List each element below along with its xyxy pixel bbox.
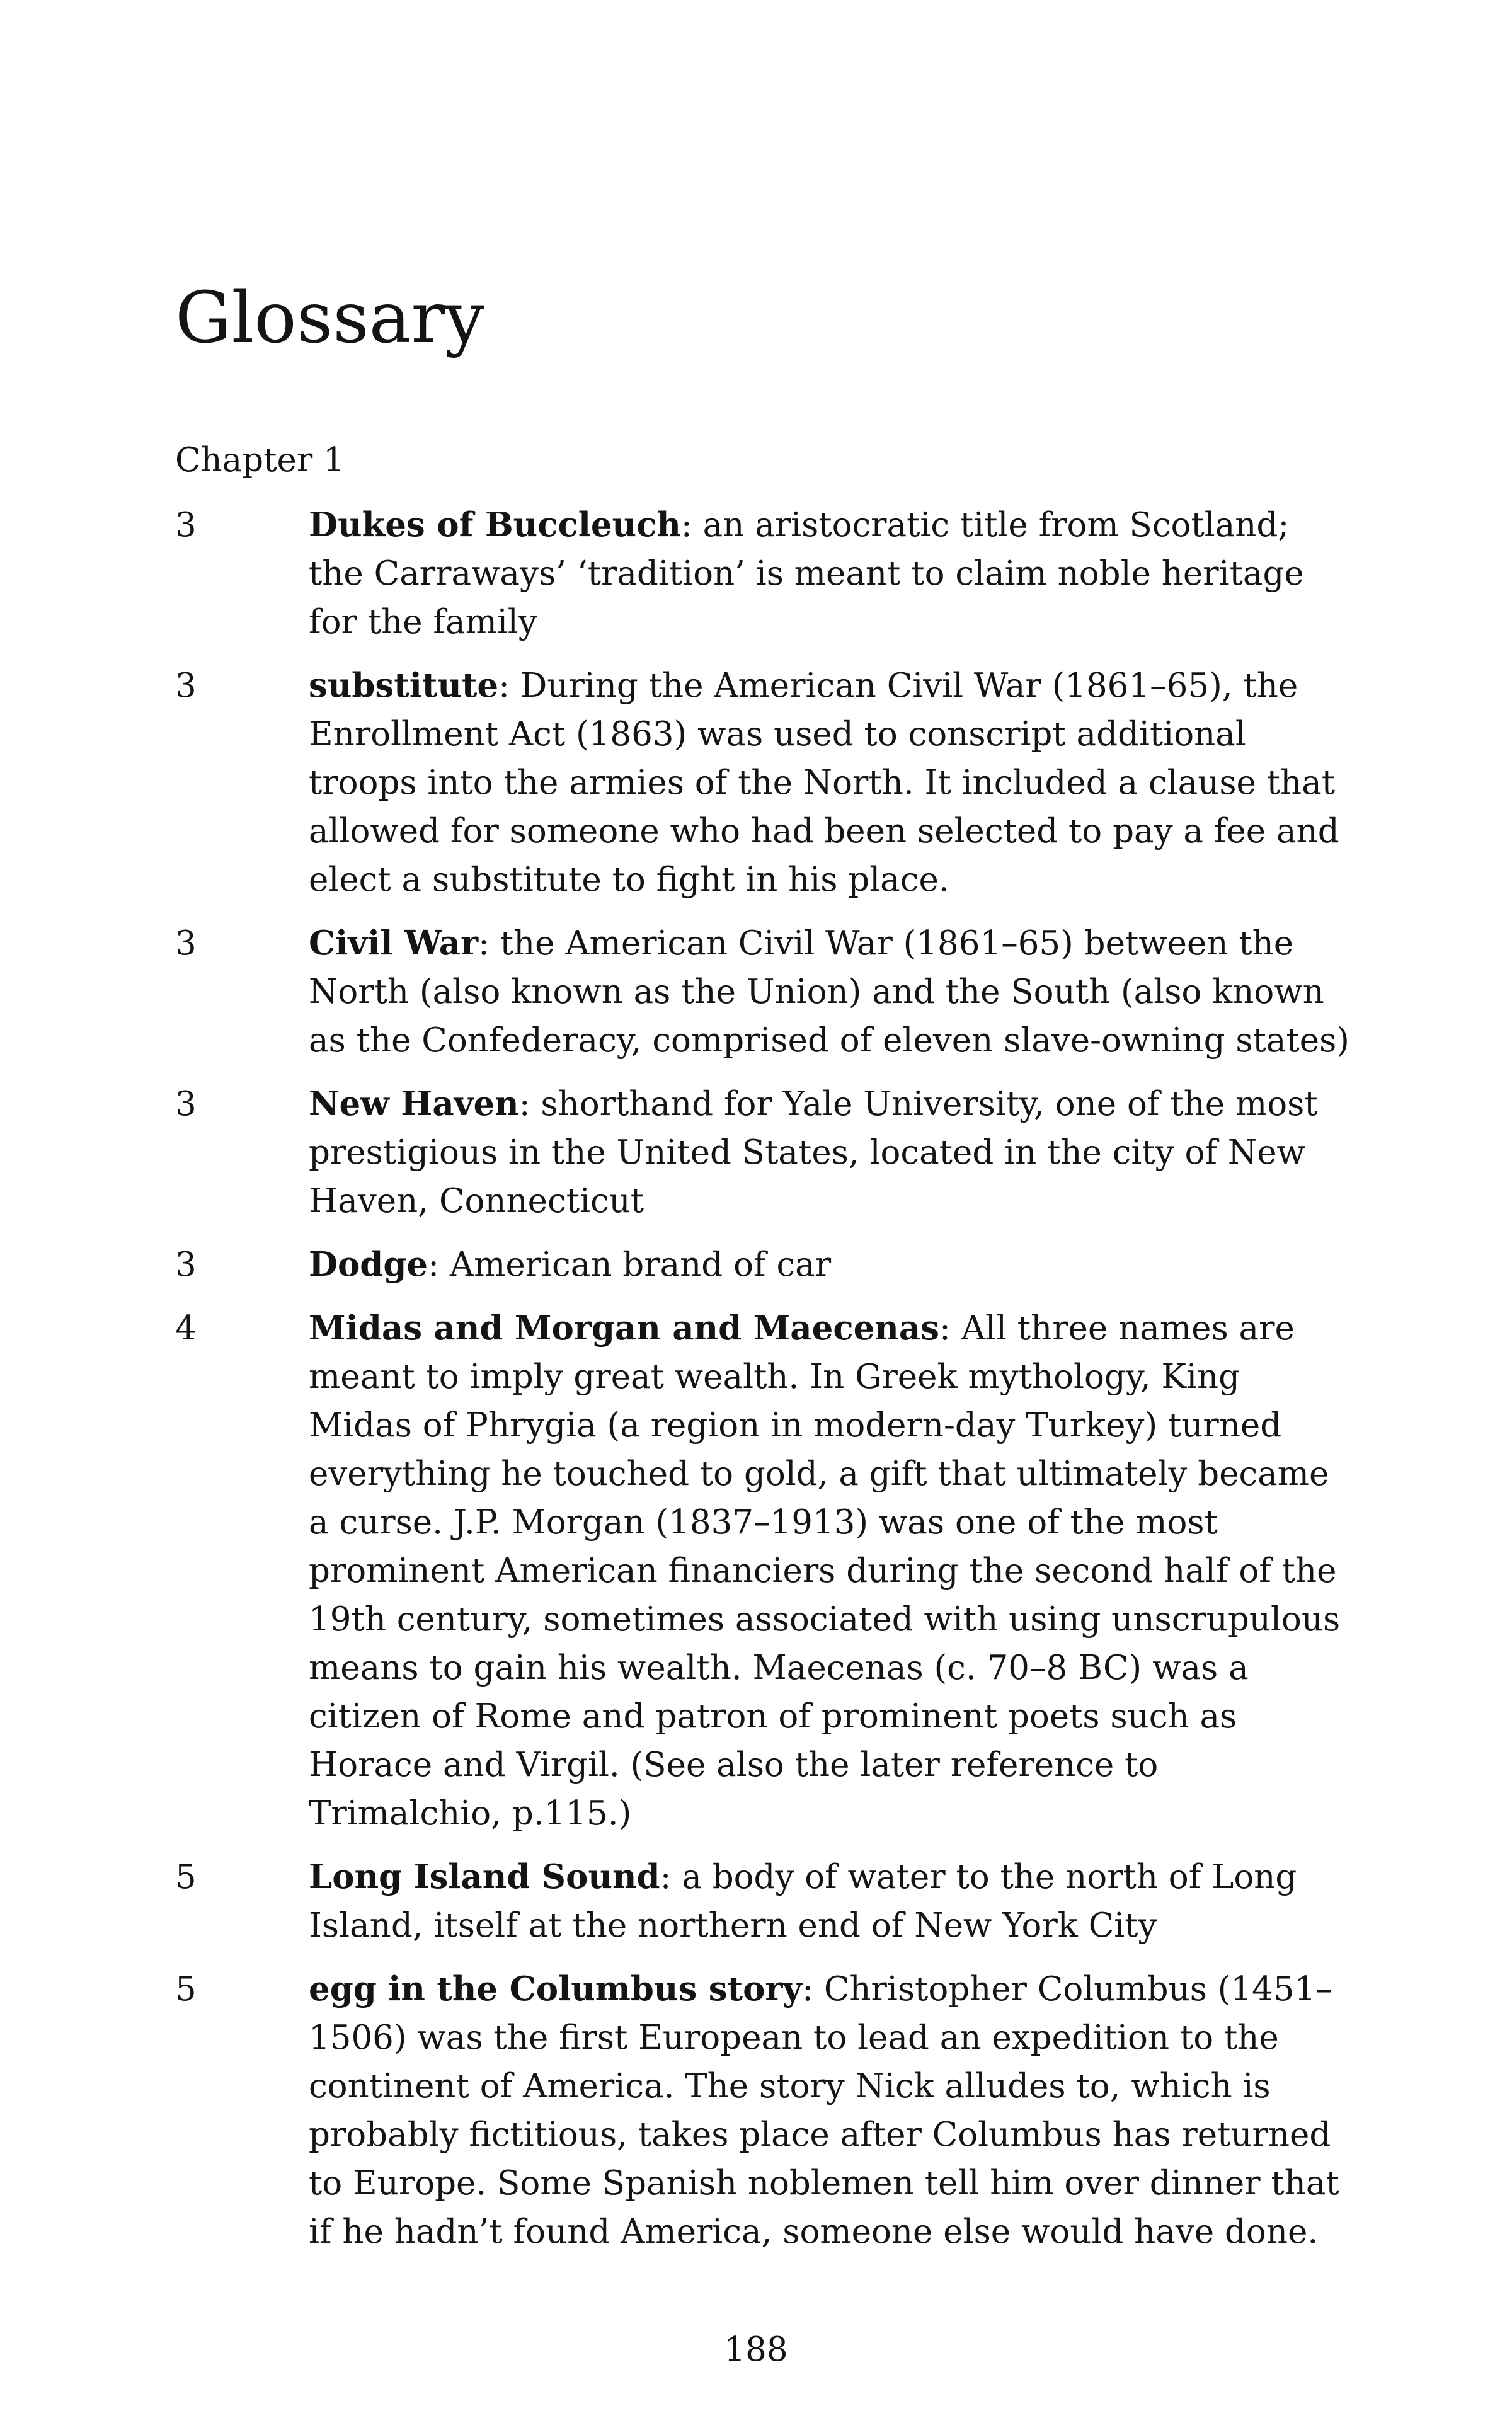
entry-definition: : a body of water to the north of Long Island, itself at the northern end of New York City: [309, 1858, 1297, 1945]
entry-page-number: 3: [175, 924, 197, 963]
glossary-entries: [175, 501, 1356, 2256]
entry-definition: : Christopher Columbus (1451–1506) was the first European to lead an expedition to the continent of America. The story Nick alludes to, which is probably fictitious, takes place after Columbus has returned to Europe. Some Spanish noblemen tell him over dinner that if he hadn’t found America, someone else would have done.: [309, 1970, 1339, 2252]
entry-term: substitute: [309, 666, 499, 706]
chapter-heading: Chapter 1: [175, 441, 345, 480]
glossary-entry: [175, 1304, 1356, 1838]
entry-page-number: 3: [175, 506, 197, 545]
entry-text: [309, 1240, 1351, 1289]
entry-text: [309, 1965, 1351, 2256]
footer-page-number: 188: [724, 2330, 788, 2369]
entry-text: [309, 1304, 1351, 1838]
glossary-entry: [175, 1080, 1356, 1225]
entry-page-number: 5: [175, 1970, 197, 2009]
entry-page-number: 3: [175, 1085, 197, 1124]
entry-term: Dukes of Buccleuch: [309, 505, 681, 545]
entry-term: egg in the Columbus story: [309, 1969, 803, 2009]
entry-page-number: 3: [175, 667, 197, 706]
entry-term: Civil War: [309, 924, 479, 963]
entry-page-number: 5: [175, 1858, 197, 1897]
entry-page-number: 4: [175, 1309, 197, 1348]
entry-term: New Haven: [309, 1084, 519, 1124]
page-title: Glossary: [175, 277, 485, 359]
entry-text: [309, 1853, 1351, 1950]
entry-definition: : All three names are meant to imply great wealth. In Greek mythology, King Midas of Phrygia (a region in modern-day Turkey) turned everything he touched to gold, a gift that ultimately became a curse. J.P. Morgan (1837–1913) was one of the most prominent American financiers during the second half of the 19th century, sometimes associated with using unscrupulous means to gain his wealth. Maecenas (c. 70–8 BC) was a citizen of Rome and patron of prominent poets such as Horace and Virgil. (See also the later reference to Trimalchio, p.115.): [309, 1309, 1341, 1833]
entry-definition: : shorthand for Yale University, one of the most prestigious in the United States, located in the city of New Haven, Connecticut: [309, 1085, 1318, 1221]
glossary-entry: [175, 919, 1356, 1065]
glossary-entry: [175, 1853, 1356, 1950]
entry-term: Dodge: [309, 1245, 428, 1285]
entry-term: Midas and Morgan and Maecenas: [309, 1309, 940, 1348]
entry-page-number: 3: [175, 1246, 197, 1285]
glossary-entry: [175, 1240, 1356, 1289]
entry-definition: : During the American Civil War (1861–65), the Enrollment Act (1863) was used to conscript additional troops into the armies of the North. It included a clause that allowed for someone who had been selected to pay a fee and elect a substitute to fight in his place.: [309, 667, 1339, 900]
entry-definition: : American brand of car: [428, 1246, 832, 1285]
entry-text: [309, 662, 1351, 904]
entry-definition: : an aristocratic title from Scotland; the Carraways’ ‘tradition’ is meant to claim noble heritage for the family: [309, 506, 1304, 642]
entry-term: Long Island Sound: [309, 1857, 660, 1897]
glossary-entry: [175, 501, 1356, 646]
entry-text: [309, 919, 1351, 1065]
glossary-entry: [175, 662, 1356, 904]
entry-text: [309, 1080, 1351, 1225]
glossary-entry: [175, 1965, 1356, 2256]
entry-text: [309, 501, 1351, 646]
entry-definition: : the American Civil War (1861–65) between the North (also known as the Union) and the South (also known as the Confederacy, comprised of eleven slave-owning states): [309, 924, 1349, 1060]
